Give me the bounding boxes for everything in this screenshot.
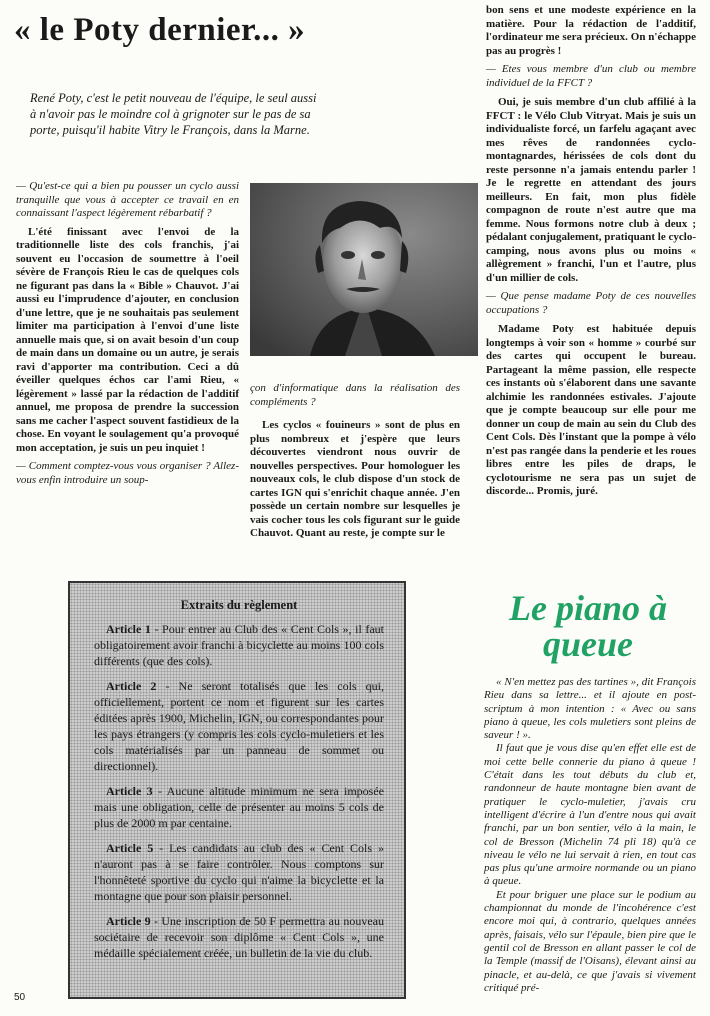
piano-paragraph-1: « N'en mettez pas des tartines », dit François Rieu dans sa lettre... et il ajoute en post-scriptum à mon intention : « Avec ou sans piano à queue, les cols muletiers sont pleins de saveur ! ».: [484, 676, 696, 742]
article-column-3: [486, 4, 696, 504]
article-9: Article 9 - Une inscription de 50 F permettra au nouveau sociétaire de recevoir son diplôme « Cent Cols », une médaille spécialement créée, un bulletin de la vie du club.: [94, 914, 384, 960]
article-column-2: [250, 382, 460, 546]
answer-2: Les cyclos « fouineurs » sont de plus en plus nombreux et j'espère que leurs découvertes viendront nous ouvrir de nouvelles perspectives. Pour homologuer les nouveaux cols, le club dispose d'un stock de cartes IGN qui s'enrichit chaque année. J'en possède un certain nombre sur lesquelles je vais cocher tous les cols figurant sur le guide Chauvot. Quant au reste, je compte sur le: [250, 419, 460, 539]
intro-paragraph: René Poty, c'est le petit nouveau de l'équipe, le seul aussi à n'avoir pas le moindre col à grignoter sur le pas de sa porte, puisqu'il habite Vitry le François, dans la Marne.: [30, 91, 317, 137]
question-1: — Qu'est-ce qui a bien pu pousser un cyclo aussi tranquille que vous à accepter ce travail en en connaissant l'aspect légèrement rébarbatif ?: [16, 180, 239, 219]
answer-1: L'été finissant avec l'envoi de la traditionnelle liste des cols franchis, j'ai souvent eu l'occasion de soumettre à l'oeil sévère de François Rieu le cas de quelques cols ne figurant pas dans la « Bible » Chauvot. J'ai aussi eu l'imprudence d'ajouter, en conclusion d'une lettre, que je ne souhaitais pas seulement limiter ma participation à l'envoi d'une liste annuelle mais que, si on avait besoin d'un coup de main dans un domaine ou un autre, je serais ravi d'apporter ma contribution. Ceci a dû éveiller quelques échos car l'ami Rieu, « légèrement » lassé par la rédaction de l'additif annuel, me proposa de prendre la succession sans me cacher l'aspect souvent fastidieux de la chose. En voyant le soulagement qu'a provoqué mon acceptation, je suis un peu inquiet !: [16, 225, 239, 454]
question-3: — Etes vous membre d'un club ou membre individuel de la FFCT ?: [486, 63, 696, 89]
answer-3: Oui, je suis membre d'un club affilié à la FFCT : le Vélo Club Vitryat. Mais je suis un individualiste forcé, un farfelu agaçant avec mes rêves de randonnées cyclo-montagnardes, hérissées de cols dont du reste personne n'a jamais entendu parler ! Je le regrette en attendant des jours meilleurs. En fait, mon plus fidèle compagnon de route n'est autre que ma femme. Nous formons notre club à deux ; pédalant conjugalement, pratiquant le cyclo-camping, nous avons plus ou moins « allègrement » franchi, l'un et l'autre, plus d'un millier de cols.: [486, 96, 696, 284]
question-2: — Comment comptez-vous vous organiser ? Allez-vous enfin introduire un soup-: [16, 460, 239, 486]
article-2: Article 2 - Ne seront totalisés que les cols qui, officiellement, portent ce nom et figurent sur les cartes éditées après 1900, Michelin, IGN, ou correspondantes pour les pays étrangers (y compris les cols cyclo-muletiers et les cols matérialisés par un panneau de sommet ou directionnel).: [94, 679, 384, 773]
piano-paragraph-2: Il faut que je vous dise qu'en effet elle est de moi cette belle connerie du piano à queue ! C'était dans les tout débuts du club et, randonneur de haute montagne bien avant de pratiquer le cyclo-muletier, j'avais cru intelligent d'écrire à l'un d'entre nous qui avait franchi, par un bon sentier, vélo à la main, le col de Bresson (Michelin 74 pli 18) qu'à ce niveau le vélo ne lui servait à rien, en tout cas pas plus qu'une armoire normande ou un piano à queue.: [484, 742, 696, 888]
page-title: « le Poty dernier... »: [14, 12, 306, 48]
answer-2-continued: bon sens et une modeste expérience en la matière. Pour la rédaction de l'additif, l'ordinateur me sera précieux. On n'échappe pas au progrès !: [486, 4, 696, 57]
article-5: Article 5 - Les candidats au club des « Cent Cols » n'auront pas à se faire contrôler. Nous comptons sur l'honnêteté sportive du cyclo qui n'aime la bicyclette et la montagne que pour son plaisir personnel.: [94, 841, 385, 903]
piano-title-line-2: queue: [543, 624, 633, 664]
piano-title-line-1: Le piano à: [509, 588, 667, 628]
page-number: 50: [14, 992, 26, 1003]
portrait-image: [250, 183, 478, 356]
piano-section-title: [470, 590, 706, 662]
answer-4: Madame Poty est habituée depuis longtemps à voir son « homme » courbé sur des cartes qui occupent le bureau. Partageant la même passion, elle respecte ces instants où s'élaborent dans une savante alchimie les randonnées estivales. J'ajoute que je compte beaucoup sur elle pour me donner un coup de main au sein du Club des Cent Cols. Dès l'instant que la pompe à vélo n'est pas rangée dans la penderie et les roues libres entre les piles de draps, le cyclotourisme ne sera pas un sujet de discorde... Promis, juré.: [486, 323, 696, 497]
reglement-title: Extraits du règlement: [180, 598, 298, 612]
question-4: — Que pense madame Poty de ces nouvelles occupations ?: [486, 290, 696, 316]
portrait-photo: [250, 183, 478, 356]
piano-paragraph-3: Et pour briguer une place sur le podium au championnat du monde de l'incohérence c'est encore moi qui, à contrario, quelques années après, faisais, vélo sur l'épaule, bien pire que le gentil col de Bresson en allant passer le col de la Temple (massif de l'Oisans), élevant ainsi au pinacle, et au-delà, ce que j'avais si vivement critiqué pré-: [484, 888, 696, 994]
question-2-continued: çon d'informatique dans la réalisation des compléments ?: [250, 382, 460, 408]
article-3: Article 3 - Aucune altitude minimum ne sera imposée mais une obligation, celle de présenter au moins 5 cols de plus de 2000 m par centaine.: [94, 784, 384, 830]
article-column-1: [16, 180, 239, 492]
article-1: Article 1 - Pour entrer au Club des « Cent Cols », il faut obligatoirement avoir franchi à bicyclette au moins 100 cols différents (que des cols).: [94, 622, 384, 668]
piano-article: [484, 676, 696, 995]
reglement-box: [68, 581, 406, 999]
